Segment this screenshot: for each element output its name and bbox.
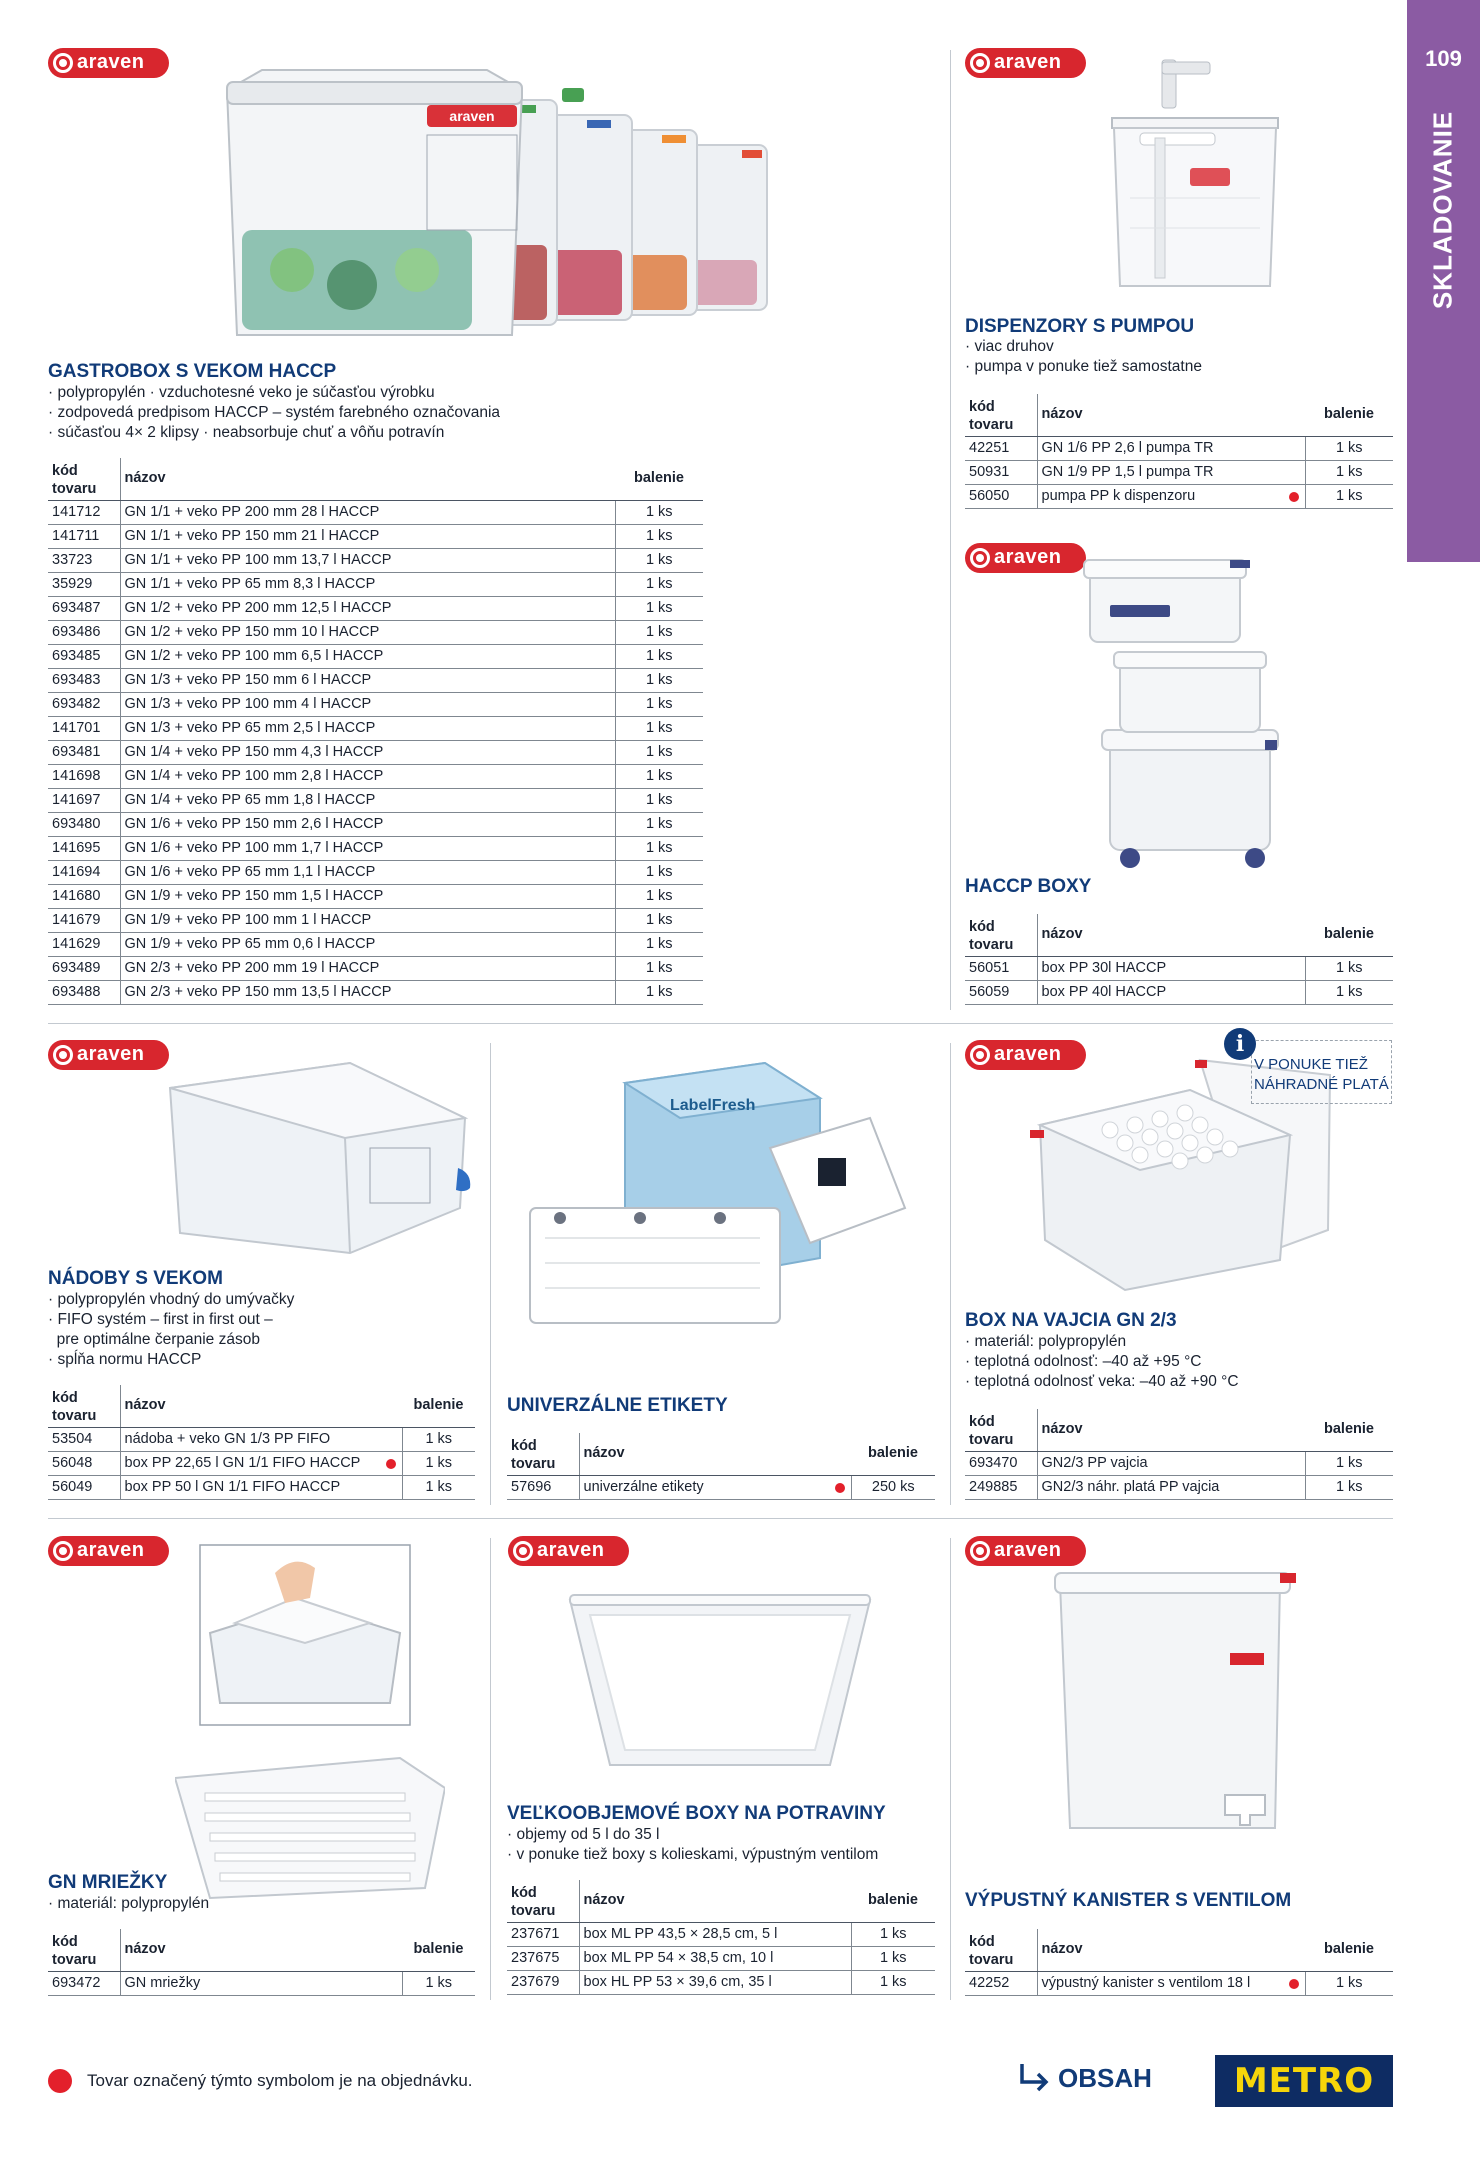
- gastrobox-features: [48, 383, 500, 443]
- product-code: 693487: [48, 596, 120, 620]
- col-header-name: názov: [1037, 1409, 1305, 1451]
- kanister-title: VÝPUSTNÝ KANISTER S VENTILOM: [965, 1890, 1292, 1911]
- table-row: [48, 692, 703, 716]
- product-name: box PP 30l HACCP: [1037, 956, 1305, 980]
- product-code: 141701: [48, 716, 120, 740]
- product-name: GN 1/1 + veko PP 200 mm 28 l HACCP: [120, 500, 615, 524]
- feature-item: · zodpovedá predpisom HACCP – systém farebného označovania: [48, 403, 500, 423]
- product-code: 693485: [48, 644, 120, 668]
- araven-logo-icon: [970, 548, 990, 568]
- gastrobox-image: [222, 60, 792, 350]
- table-row: [48, 500, 703, 524]
- feature-item: · FIFO systém – first in first out –: [48, 1310, 294, 1330]
- product-code: 237679: [507, 1970, 579, 1994]
- product-name: GN 1/9 + veko PP 100 mm 1 l HACCP: [120, 908, 615, 932]
- table-header-row: [965, 1409, 1393, 1451]
- product-packaging: 1 ks: [851, 1922, 935, 1946]
- table-header-row: [507, 1880, 935, 1922]
- table-row: [48, 1451, 475, 1475]
- product-name: GN 1/4 + veko PP 150 mm 4,3 l HACCP: [120, 740, 615, 764]
- table-row: [48, 764, 703, 788]
- araven-logo-icon: [53, 1541, 73, 1561]
- product-name: box HL PP 53 × 39,6 cm, 35 l: [579, 1970, 851, 1994]
- table-row: [48, 1475, 475, 1499]
- labels-image: [520, 1058, 920, 1328]
- order-only-icon: [386, 1459, 396, 1469]
- table-row: [48, 1971, 475, 1995]
- product-code: 141694: [48, 860, 120, 884]
- product-name: pumpa PP k dispenzoru: [1037, 484, 1305, 508]
- table-row: [48, 1427, 475, 1451]
- col-header-packaging: balenie: [1305, 1929, 1393, 1971]
- velkoobjemove-table: [507, 1880, 935, 1995]
- product-packaging: 1 ks: [615, 572, 703, 596]
- table-header-row: [48, 1385, 475, 1427]
- col-header-packaging: balenie: [402, 1929, 475, 1971]
- col-header-packaging: balenie: [851, 1433, 935, 1475]
- haccp-boxy-title: HACCP BOXY: [965, 876, 1092, 897]
- table-row: [48, 860, 703, 884]
- product-name: nádoba + veko GN 1/3 PP FIFO: [120, 1427, 402, 1451]
- product-name: GN 2/3 + veko PP 150 mm 13,5 l HACCP: [120, 980, 615, 1004]
- gastrobox-title: GASTROBOX S VEKOM HACCP: [48, 361, 337, 382]
- product-packaging: 1 ks: [1305, 980, 1393, 1004]
- vajcia-table: [965, 1409, 1393, 1500]
- product-packaging: 1 ks: [1305, 1971, 1393, 1995]
- araven-logo-icon: [513, 1541, 533, 1561]
- metro-logo: [1215, 2055, 1393, 2107]
- contents-label: OBSAH: [1058, 2062, 1152, 2093]
- product-name: box PP 22,65 l GN 1/1 FIFO HACCP: [120, 1451, 402, 1475]
- product-name: GN2/3 náhr. platá PP vajcia: [1037, 1475, 1305, 1499]
- dispenzory-table: [965, 394, 1393, 509]
- feature-item: · pumpa v ponuke tiež samostatne: [965, 357, 1202, 377]
- product-code: 53504: [48, 1427, 120, 1451]
- product-name: GN2/3 PP vajcia: [1037, 1451, 1305, 1475]
- row-divider: [48, 1023, 1393, 1024]
- product-code: 33723: [48, 548, 120, 572]
- product-packaging: 1 ks: [402, 1971, 475, 1995]
- return-arrow-icon: [1016, 2060, 1052, 2096]
- product-code: 56050: [965, 484, 1037, 508]
- araven-logo: araven: [508, 1536, 629, 1566]
- product-name: GN 1/6 + veko PP 150 mm 2,6 l HACCP: [120, 812, 615, 836]
- product-name: GN 1/6 + veko PP 65 mm 1,1 l HACCP: [120, 860, 615, 884]
- table-row: [48, 620, 703, 644]
- feature-item: · spĺňa normu HACCP: [48, 1350, 294, 1370]
- product-name: GN 1/4 + veko PP 100 mm 2,8 l HACCP: [120, 764, 615, 788]
- info-line: NÁHRADNÉ PLATÁ: [1254, 1076, 1389, 1093]
- product-packaging: 1 ks: [615, 836, 703, 860]
- legend-text: Tovar označený týmto symbolom je na objednávku.: [87, 2071, 473, 2090]
- product-code: 693482: [48, 692, 120, 716]
- product-name: GN 1/6 PP 2,6 l pumpa TR: [1037, 436, 1305, 460]
- araven-logo: araven: [965, 48, 1086, 78]
- product-code: 42252: [965, 1971, 1037, 1995]
- contents-link[interactable]: [1016, 2058, 1152, 2098]
- product-name: GN 1/3 + veko PP 100 mm 4 l HACCP: [120, 692, 615, 716]
- product-code: 237675: [507, 1946, 579, 1970]
- product-packaging: 1 ks: [615, 956, 703, 980]
- product-code: 56048: [48, 1451, 120, 1475]
- product-code: 693470: [965, 1451, 1037, 1475]
- col-header-packaging: balenie: [1305, 914, 1393, 956]
- table-row: [48, 884, 703, 908]
- col-header-name: názov: [120, 1929, 402, 1971]
- section-tab: [1407, 0, 1480, 562]
- product-packaging: 1 ks: [615, 980, 703, 1004]
- product-packaging: 1 ks: [615, 596, 703, 620]
- araven-logo: araven: [965, 1040, 1086, 1070]
- product-packaging: 1 ks: [615, 620, 703, 644]
- product-code: 50931: [965, 460, 1037, 484]
- table-header-row: [48, 458, 703, 500]
- product-packaging: 1 ks: [615, 788, 703, 812]
- col-header-name: názov: [1037, 394, 1305, 436]
- info-text: [1254, 1055, 1389, 1095]
- table-row: [48, 548, 703, 572]
- product-code: 35929: [48, 572, 120, 596]
- col-header-name: názov: [120, 458, 615, 500]
- table-row: [48, 980, 703, 1004]
- kanister-table: [965, 1929, 1393, 1996]
- table-row: [965, 1971, 1393, 1995]
- product-code: 42251: [965, 436, 1037, 460]
- table-row: [48, 932, 703, 956]
- info-line: V PONUKE TIEŽ: [1254, 1056, 1368, 1073]
- product-packaging: 1 ks: [615, 548, 703, 572]
- feature-item: · materiál: polypropylén: [48, 1894, 209, 1914]
- product-code: 237671: [507, 1922, 579, 1946]
- table-row: [965, 460, 1393, 484]
- araven-logo-icon: [970, 1045, 990, 1065]
- product-code: 141712: [48, 500, 120, 524]
- product-name: GN 1/2 + veko PP 200 mm 12,5 l HACCP: [120, 596, 615, 620]
- col-header-packaging: balenie: [1305, 394, 1393, 436]
- product-name: box ML PP 54 × 38,5 cm, 10 l: [579, 1946, 851, 1970]
- order-symbol-icon: [48, 2069, 72, 2093]
- product-code: 56051: [965, 956, 1037, 980]
- product-code: 693472: [48, 1971, 120, 1995]
- etikety-table: [507, 1433, 935, 1500]
- order-only-icon: [1289, 492, 1299, 502]
- info-icon: i: [1224, 1028, 1256, 1060]
- product-packaging: 1 ks: [402, 1427, 475, 1451]
- dispenzory-title: DISPENZORY S PUMPOU: [965, 316, 1195, 337]
- product-name: GN 1/2 + veko PP 100 mm 6,5 l HACCP: [120, 644, 615, 668]
- col-header-packaging: balenie: [402, 1385, 475, 1427]
- product-code: 693483: [48, 668, 120, 692]
- product-packaging: 1 ks: [615, 500, 703, 524]
- col-header-name: názov: [579, 1433, 851, 1475]
- araven-logo-icon: [970, 53, 990, 73]
- mriezky-title: GN MRIEŽKY: [48, 1872, 168, 1893]
- product-name: GN 2/3 + veko PP 200 mm 19 l HACCP: [120, 956, 615, 980]
- col-header-packaging: balenie: [1305, 1409, 1393, 1451]
- table-header-row: [965, 394, 1393, 436]
- col-header-code: kód tovaru: [48, 1929, 120, 1971]
- table-row: [48, 836, 703, 860]
- product-packaging: 1 ks: [1305, 956, 1393, 980]
- column-divider: [490, 1043, 491, 1505]
- nadoby-table: [48, 1385, 475, 1500]
- araven-logo: araven: [48, 1536, 169, 1566]
- velkoobjemove-title: VEĽKOOBJEMOVÉ BOXY NA POTRAVINY: [507, 1803, 886, 1824]
- product-code: 141698: [48, 764, 120, 788]
- table-row: [48, 524, 703, 548]
- product-name: GN 1/3 + veko PP 65 mm 2,5 l HACCP: [120, 716, 615, 740]
- product-packaging: 1 ks: [851, 1970, 935, 1994]
- table-row: [48, 668, 703, 692]
- haccp-boxy-table: [965, 914, 1393, 1005]
- product-code: 141697: [48, 788, 120, 812]
- section-title: SKLADOVANIE: [1427, 110, 1458, 310]
- product-packaging: 1 ks: [615, 812, 703, 836]
- product-code: 693481: [48, 740, 120, 764]
- product-name: GN 1/1 + veko PP 150 mm 21 l HACCP: [120, 524, 615, 548]
- col-header-name: názov: [1037, 914, 1305, 956]
- table-header-row: [965, 914, 1393, 956]
- product-name: GN 1/9 PP 1,5 l pumpa TR: [1037, 460, 1305, 484]
- araven-logo: araven: [965, 1536, 1086, 1566]
- product-name: GN 1/1 + veko PP 100 mm 13,7 l HACCP: [120, 548, 615, 572]
- product-name: GN 1/2 + veko PP 150 mm 10 l HACCP: [120, 620, 615, 644]
- product-packaging: 1 ks: [1305, 436, 1393, 460]
- table-row: [965, 956, 1393, 980]
- table-header-row: [48, 1929, 475, 1971]
- order-only-icon: [835, 1483, 845, 1493]
- product-packaging: 1 ks: [402, 1451, 475, 1475]
- product-packaging: 250 ks: [851, 1475, 935, 1499]
- table-row: [48, 908, 703, 932]
- table-row: [48, 788, 703, 812]
- table-row: [965, 1451, 1393, 1475]
- product-code: 693488: [48, 980, 120, 1004]
- product-packaging: 1 ks: [402, 1475, 475, 1499]
- product-code: 141629: [48, 932, 120, 956]
- product-packaging: 1 ks: [615, 716, 703, 740]
- table-row: [965, 484, 1393, 508]
- feature-item: · objemy od 5 l do 35 l: [507, 1825, 878, 1845]
- product-packaging: 1 ks: [615, 860, 703, 884]
- col-header-packaging: balenie: [851, 1880, 935, 1922]
- product-name: box PP 40l HACCP: [1037, 980, 1305, 1004]
- table-row: [48, 572, 703, 596]
- product-name: výpustný kanister s ventilom 18 l: [1037, 1971, 1305, 1995]
- product-packaging: 1 ks: [615, 908, 703, 932]
- product-name: GN 1/9 + veko PP 150 mm 1,5 l HACCP: [120, 884, 615, 908]
- araven-logo: araven: [48, 48, 169, 78]
- product-name: box PP 50 l GN 1/1 FIFO HACCP: [120, 1475, 402, 1499]
- column-divider: [490, 1538, 491, 2000]
- product-packaging: 1 ks: [615, 692, 703, 716]
- product-code: 56049: [48, 1475, 120, 1499]
- labelfresh-brand: LabelFresh: [670, 1097, 756, 1114]
- table-row: [507, 1946, 935, 1970]
- col-header-code: kód tovaru: [965, 1409, 1037, 1451]
- feature-item: · materiál: polypropylén: [965, 1332, 1239, 1352]
- gastrobox-table: [48, 458, 703, 1005]
- product-name: GN 1/4 + veko PP 65 mm 1,8 l HACCP: [120, 788, 615, 812]
- feature-item: · teplotná odolnosť: –40 až +95 °C: [965, 1352, 1239, 1372]
- col-header-name: názov: [579, 1880, 851, 1922]
- product-packaging: 1 ks: [1305, 460, 1393, 484]
- col-header-code: kód tovaru: [965, 394, 1037, 436]
- grid-image: [175, 1543, 445, 1923]
- araven-logo-icon: [53, 1045, 73, 1065]
- product-packaging: 1 ks: [615, 668, 703, 692]
- nadoby-features: [48, 1290, 294, 1370]
- feature-item: · polypropylén · vzduchotesné veko je súčasťou výrobku: [48, 383, 500, 403]
- product-code: 249885: [965, 1475, 1037, 1499]
- product-name: GN mriežky: [120, 1971, 402, 1995]
- mriezky-features: [48, 1894, 209, 1914]
- large-box-image: [560, 1580, 880, 1780]
- table-row: [965, 980, 1393, 1004]
- column-divider: [950, 50, 951, 1010]
- table-header-row: [507, 1433, 935, 1475]
- table-row: [965, 1475, 1393, 1499]
- feature-item: · polypropylén vhodný do umývačky: [48, 1290, 294, 1310]
- table-row: [48, 644, 703, 668]
- table-row: [48, 956, 703, 980]
- product-name: GN 1/1 + veko PP 65 mm 8,3 l HACCP: [120, 572, 615, 596]
- product-code: 57696: [507, 1475, 579, 1499]
- canister-image: [1050, 1563, 1310, 1843]
- feature-item: · teplotná odolnosť veka: –40 až +90 °C: [965, 1372, 1239, 1392]
- product-packaging: 1 ks: [1305, 1475, 1393, 1499]
- feature-item: · v ponuke tiež boxy s kolieskami, výpustným ventilom: [507, 1845, 878, 1865]
- feature-item: pre optimálne čerpanie zásob: [56, 1331, 260, 1348]
- product-name: GN 1/3 + veko PP 150 mm 6 l HACCP: [120, 668, 615, 692]
- product-code: 56059: [965, 980, 1037, 1004]
- product-packaging: 1 ks: [615, 884, 703, 908]
- feature-item: · súčasťou 4× 2 klipsy · neabsorbuje chuť a vôňu potravín: [48, 423, 500, 443]
- vajcia-features: [965, 1332, 1239, 1392]
- page-number: 109: [1425, 46, 1462, 71]
- table-row: [507, 1475, 935, 1499]
- table-row: [507, 1970, 935, 1994]
- table-header-row: [965, 1929, 1393, 1971]
- product-packaging: 1 ks: [615, 644, 703, 668]
- product-code: 141679: [48, 908, 120, 932]
- row-divider: [48, 1518, 1393, 1519]
- product-code: 693480: [48, 812, 120, 836]
- product-packaging: 1 ks: [615, 740, 703, 764]
- order-only-icon: [1289, 1979, 1299, 1989]
- araven-logo-icon: [53, 53, 73, 73]
- product-code: 693489: [48, 956, 120, 980]
- table-row: [48, 812, 703, 836]
- svg-text:araven: araven: [449, 108, 495, 124]
- araven-logo: araven: [48, 1040, 169, 1070]
- table-row: [507, 1922, 935, 1946]
- product-packaging: 1 ks: [615, 932, 703, 956]
- metro-wordmark: METRO: [1233, 2061, 1375, 2101]
- col-header-name: názov: [120, 1385, 402, 1427]
- product-name: GN 1/6 + veko PP 100 mm 1,7 l HACCP: [120, 836, 615, 860]
- dispenzory-features: [965, 337, 1202, 377]
- vajcia-title: BOX NA VAJCIA GN 2/3: [965, 1310, 1177, 1331]
- product-packaging: 1 ks: [1305, 484, 1393, 508]
- column-divider: [950, 1538, 951, 2000]
- velkoobjemove-features: [507, 1825, 878, 1865]
- product-code: 141711: [48, 524, 120, 548]
- haccp-box-image: [1080, 540, 1320, 880]
- nadoby-title: NÁDOBY S VEKOM: [48, 1268, 223, 1289]
- araven-logo: araven: [965, 543, 1086, 573]
- col-header-code: kód tovaru: [48, 458, 120, 500]
- dispenser-image: [1100, 58, 1290, 298]
- product-packaging: 1 ks: [1305, 1451, 1393, 1475]
- product-name: box ML PP 43,5 × 28,5 cm, 5 l: [579, 1922, 851, 1946]
- col-header-code: kód tovaru: [48, 1385, 120, 1427]
- product-name: univerzálne etikety: [579, 1475, 851, 1499]
- etikety-title: UNIVERZÁLNE ETIKETY: [507, 1395, 728, 1416]
- product-packaging: 1 ks: [851, 1946, 935, 1970]
- product-code: 693486: [48, 620, 120, 644]
- column-divider: [950, 1043, 951, 1505]
- table-row: [48, 740, 703, 764]
- product-packaging: 1 ks: [615, 764, 703, 788]
- feature-item: · viac druhov: [965, 337, 1202, 357]
- col-header-packaging: balenie: [615, 458, 703, 500]
- product-name: GN 1/9 + veko PP 65 mm 0,6 l HACCP: [120, 932, 615, 956]
- mriezky-table: [48, 1929, 475, 1996]
- table-row: [965, 436, 1393, 460]
- fifo-container-image: [140, 1058, 480, 1258]
- table-row: [48, 596, 703, 620]
- col-header-code: kód tovaru: [965, 914, 1037, 956]
- product-code: 141680: [48, 884, 120, 908]
- col-header-code: kód tovaru: [507, 1880, 579, 1922]
- araven-logo-icon: [970, 1541, 990, 1561]
- col-header-name: názov: [1037, 1929, 1305, 1971]
- product-packaging: 1 ks: [615, 524, 703, 548]
- table-row: [48, 716, 703, 740]
- product-code: 141695: [48, 836, 120, 860]
- col-header-code: kód tovaru: [507, 1433, 579, 1475]
- col-header-code: kód tovaru: [965, 1929, 1037, 1971]
